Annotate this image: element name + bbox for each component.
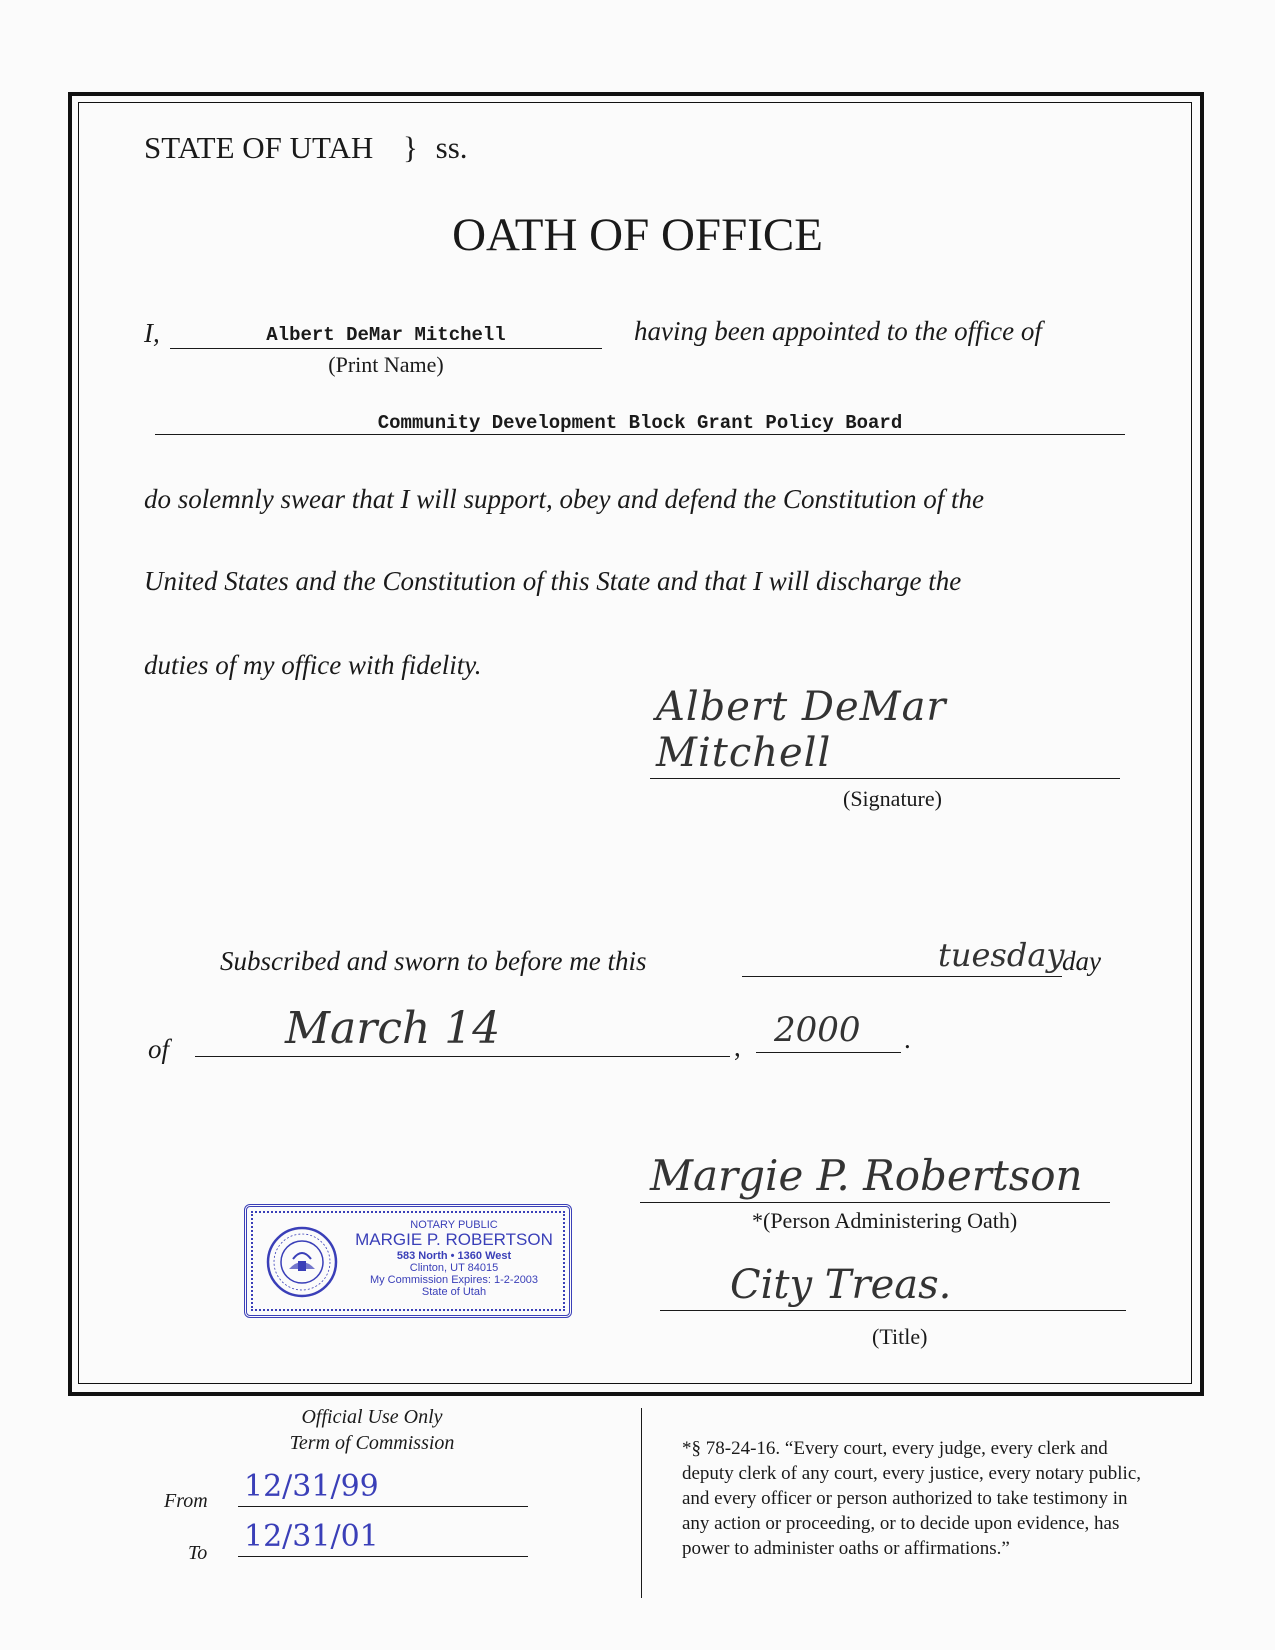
signature-caption: (Signature) <box>843 786 942 811</box>
day-handwritten: tuesday <box>938 936 1065 974</box>
statute-line-4: any action or proceeding, or to decide upon evidence, has <box>682 1513 1120 1534</box>
oath-body-line-2: United States and the Constitution of this State and that I will discharge the <box>144 566 962 596</box>
statute-line-1: *§ 78-24-16. “Every court, every judge, every clerk and <box>682 1438 1108 1459</box>
from-line <box>238 1469 528 1507</box>
from-label: From <box>164 1490 208 1512</box>
statute-text <box>682 1436 1141 1561</box>
year-handwritten: 2000 <box>774 1010 861 1050</box>
administrator-line <box>640 1148 1110 1203</box>
oath-body-line-1: do solemnly swear that I will support, obey and defend the Constitution of the <box>144 484 984 514</box>
page-title: OATH OF OFFICE <box>452 209 823 261</box>
print-name-line <box>170 322 602 349</box>
title-caption: (Title) <box>872 1324 928 1349</box>
statute-line-3: and every officer or person authorized to take testimony in <box>682 1488 1128 1509</box>
month-line <box>195 1003 730 1057</box>
print-name-value: Albert DeMar Mitchell <box>266 324 506 346</box>
footer-divider <box>641 1408 642 1598</box>
stamp-line-4: Clinton, UT 84015 <box>409 1261 499 1274</box>
date-period: . <box>904 1024 911 1054</box>
i-prefix: I, <box>144 318 160 348</box>
official-use-heading-1: Official Use Only <box>301 1406 443 1428</box>
day-line <box>742 936 1065 977</box>
day-suffix: day <box>1062 946 1101 976</box>
stamp-text <box>347 1219 561 1298</box>
state-header <box>144 130 468 166</box>
official-use-heading-2: Term of Commission <box>289 1432 455 1454</box>
to-value: 12/31/01 <box>244 1519 379 1554</box>
office-value: Community Development Block Grant Policy Board <box>377 412 903 434</box>
to-line <box>238 1519 528 1557</box>
signature-line <box>650 684 1120 779</box>
administrator-caption: *(Person Administering Oath) <box>752 1208 1018 1233</box>
stamp-line-6: State of Utah <box>421 1286 487 1299</box>
state-brace: } <box>403 130 418 165</box>
stamp-line-2: MARGIE P. ROBERTSON <box>355 1230 553 1250</box>
ss-label: ss. <box>435 130 468 165</box>
sworn-prefix: Subscribed and sworn to before me this <box>220 946 647 976</box>
of-label: of <box>148 1034 170 1064</box>
print-name-caption: (Print Name) <box>328 352 444 377</box>
stamp-line-3: 583 North • 1360 West <box>396 1249 512 1262</box>
month-handwritten: March 14 <box>285 1003 501 1054</box>
statute-line-2: deputy clerk of any court, every justice, every notary public, <box>682 1463 1141 1484</box>
appointed-text: having been appointed to the office of <box>634 316 1042 346</box>
state-name: STATE OF UTAH <box>144 130 374 165</box>
stamp-line-5: My Commission Expires: 1-2-2003 <box>369 1273 539 1286</box>
signature-handwritten: Albert DeMar Mitchell <box>656 684 947 776</box>
year-line <box>756 1010 901 1053</box>
title-line <box>660 1262 1126 1311</box>
oath-body-line-3: duties of my office with fidelity. <box>144 650 482 680</box>
date-comma: , <box>734 1032 741 1062</box>
administrator-handwritten: Margie P. Robertson <box>650 1151 1083 1200</box>
statute-line-5: power to administer oaths or affirmations.” <box>682 1538 1010 1559</box>
stamp-line-1: NOTARY PUBLIC <box>410 1219 498 1231</box>
to-label: To <box>188 1542 208 1564</box>
office-line <box>155 410 1125 435</box>
notary-stamp <box>244 1204 572 1318</box>
title-handwritten: City Treas. <box>730 1262 952 1308</box>
state-seal-icon <box>265 1225 339 1299</box>
official-use-heading <box>220 1404 524 1456</box>
from-value: 12/31/99 <box>244 1469 379 1504</box>
